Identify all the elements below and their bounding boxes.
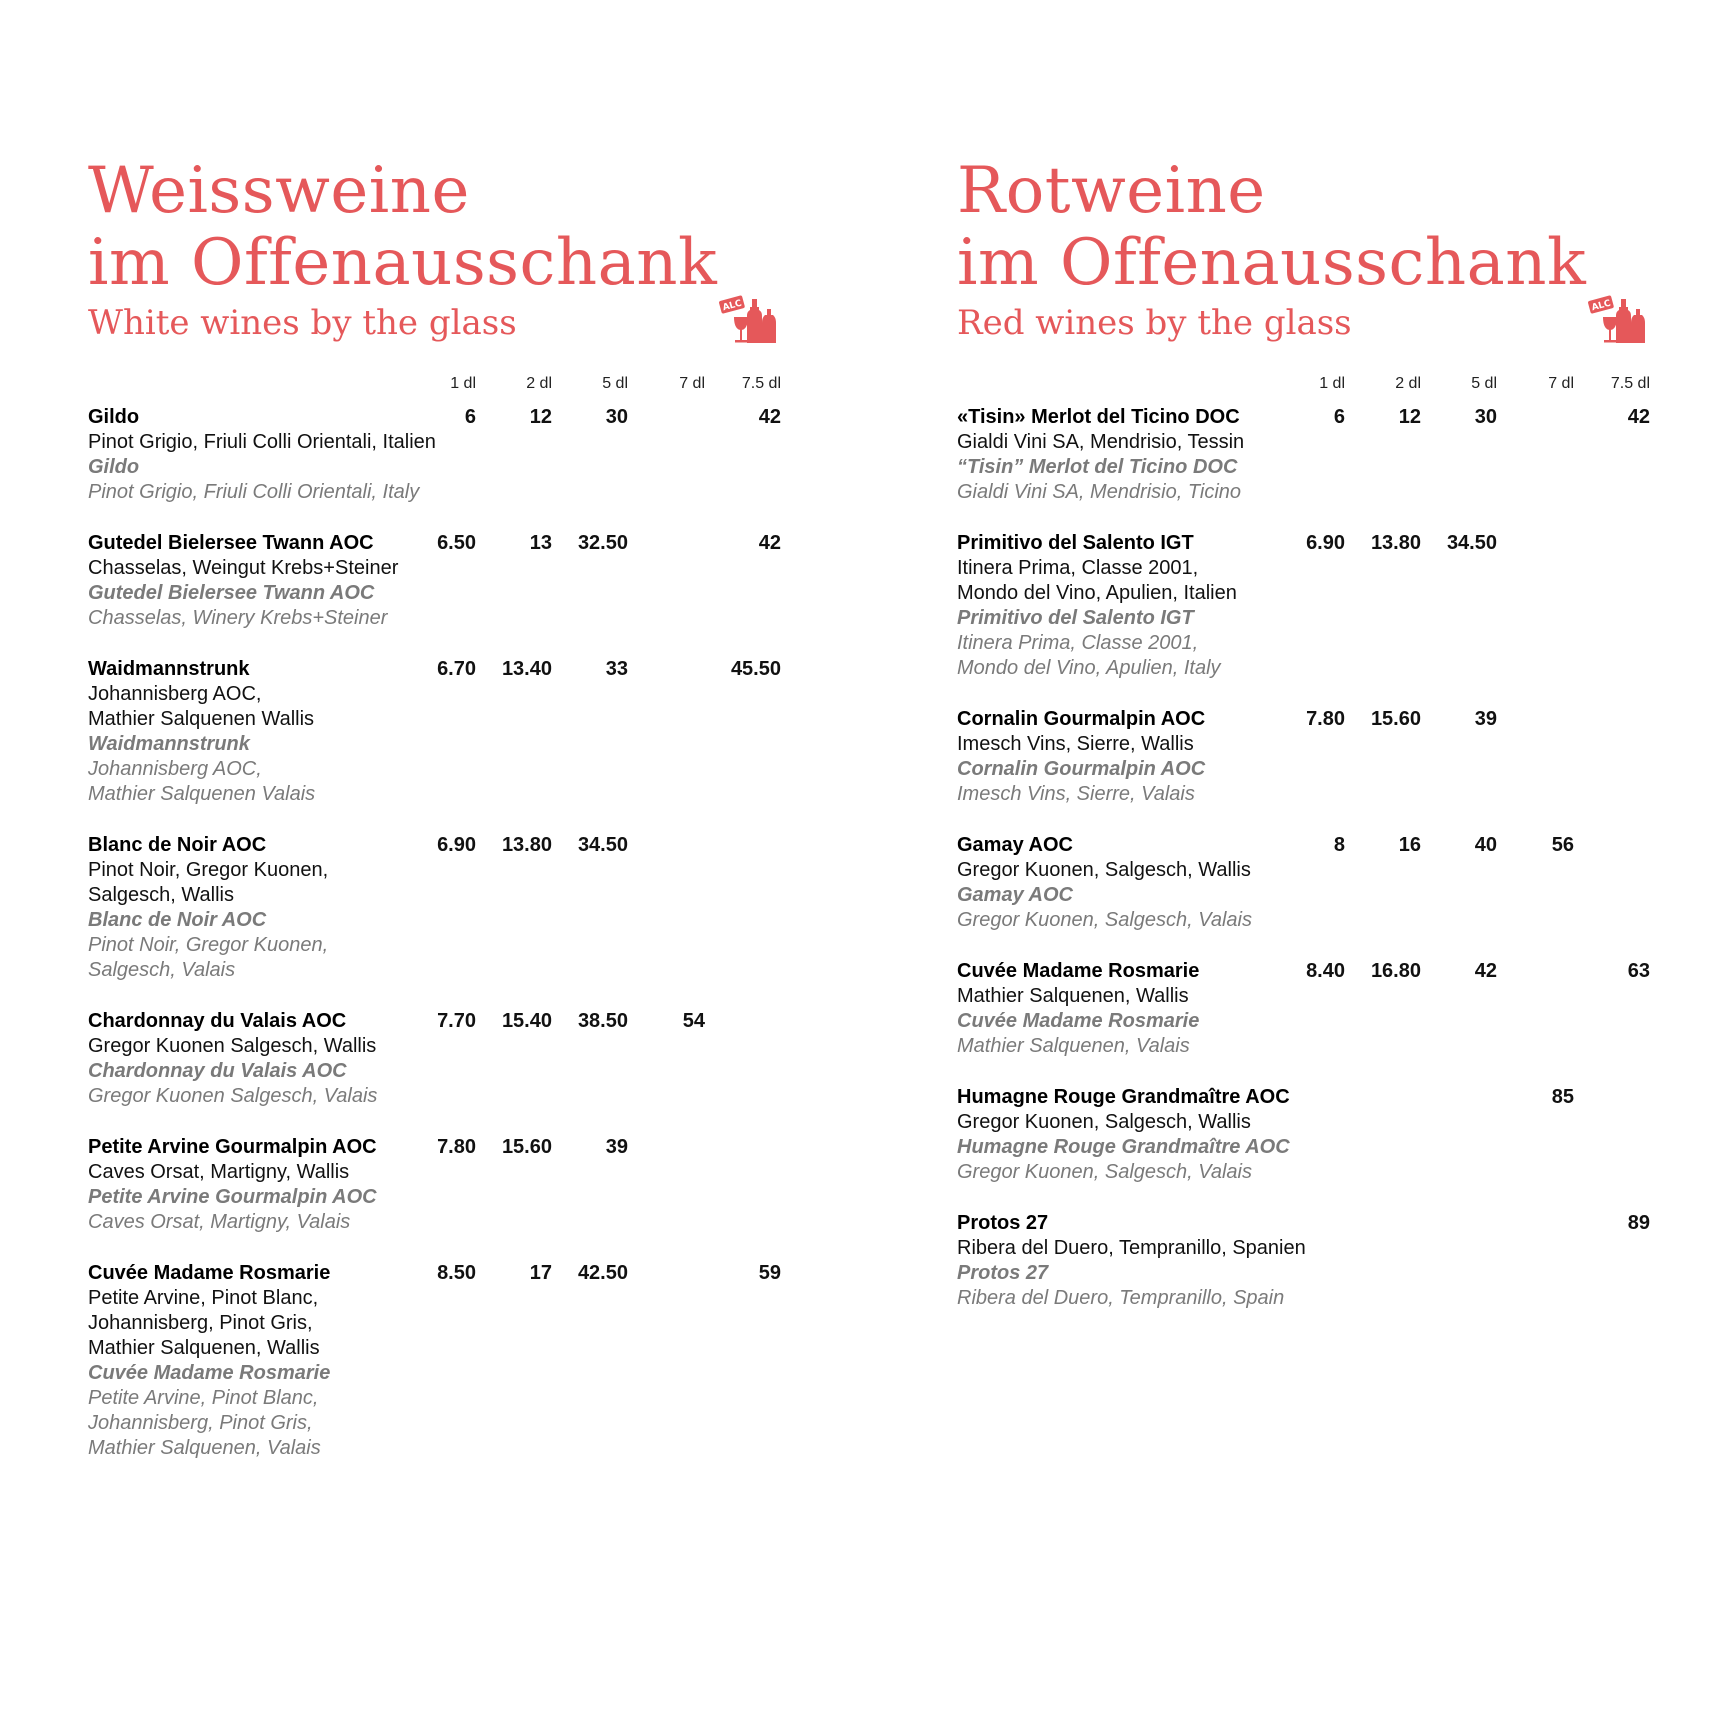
wine-name: Blanc de Noir AOC: [88, 834, 267, 856]
price-7-5dl: 42: [1627, 406, 1650, 428]
wine-name: Cornalin Gourmalpin AOC: [957, 708, 1206, 730]
header-1dl: 1 dl: [450, 375, 476, 392]
price-2dl: 13.40: [501, 658, 552, 680]
wine-details-en: Chasselas, Winery Krebs+Steiner: [88, 607, 388, 629]
wine-entry: [88, 405, 788, 505]
price-7-5dl: 45.50: [730, 658, 781, 680]
price-5dl: 40: [1474, 834, 1497, 856]
wine-details-de: Ribera del Duero, Tempranillo, Spanien: [957, 1237, 1306, 1259]
wine-details-en: Mondo del Vino, Apulien, Italy: [957, 657, 1221, 679]
wine-name: Gutedel Bielersee Twann AOC: [88, 532, 374, 554]
price-1dl: 6: [1333, 406, 1345, 428]
price-2dl: 13.80: [501, 834, 552, 856]
price-5dl: 33: [605, 658, 628, 680]
alc-label: ALC: [721, 298, 743, 314]
wine-entry: [88, 1009, 788, 1109]
wine-name: Petite Arvine Gourmalpin AOC: [88, 1136, 377, 1158]
price-1dl: 7.80: [437, 1136, 476, 1158]
wine-details-de: Caves Orsat, Martigny, Wallis: [88, 1161, 350, 1183]
wine-name-en: Gutedel Bielersee Twann AOC: [88, 582, 375, 604]
title-line-1: Rotweine: [957, 154, 1266, 228]
wine-details-de: Mathier Salquenen, Wallis: [88, 1337, 320, 1359]
title-line-2: im Offenausschank: [88, 226, 718, 300]
price-column-headers: [957, 375, 1657, 395]
wine-name: Cuvée Madame Rosmarie: [957, 960, 1200, 982]
wine-details-en: Gregor Kuonen, Salgesch, Valais: [957, 1161, 1252, 1183]
wine-details-de: Gregor Kuonen, Salgesch, Wallis: [957, 1111, 1251, 1133]
price-1dl: 8.40: [1306, 960, 1345, 982]
wine-name: Gildo: [88, 406, 140, 428]
white-wines-section: [88, 154, 788, 1459]
price-2dl: 12: [1398, 406, 1421, 428]
wine-name-en: Chardonnay du Valais AOC: [88, 1060, 347, 1082]
wine-name-en: Primitivo del Salento IGT: [957, 607, 1194, 629]
price-5dl: 34.50: [1446, 532, 1497, 554]
price-1dl: 6.90: [1306, 532, 1345, 554]
price-1dl: 7.80: [1306, 708, 1345, 730]
wine-details-de: Petite Arvine, Pinot Blanc,: [88, 1287, 319, 1309]
header-2dl: 2 dl: [1395, 375, 1421, 392]
wine-details-de: Johannisberg, Pinot Gris,: [88, 1312, 313, 1334]
price-5dl: 34.50: [577, 834, 628, 856]
price-5dl: 39: [605, 1136, 628, 1158]
wine-name-en: Humagne Rouge Grandmaître AOC: [957, 1136, 1290, 1158]
section-subtitle: White wines by the glass: [88, 303, 517, 343]
wine-list: [88, 405, 788, 1487]
wine-details-en: Ribera del Duero, Tempranillo, Spain: [957, 1287, 1285, 1309]
alcohol-icon: [718, 295, 778, 347]
wine-details-de: Pinot Noir, Gregor Kuonen,: [88, 859, 329, 881]
wine-name: Gamay AOC: [957, 834, 1073, 856]
wine-name: Primitivo del Salento IGT: [957, 532, 1194, 554]
price-2dl: 16: [1398, 834, 1421, 856]
price-1dl: 6.70: [437, 658, 476, 680]
wine-details-en: Mathier Salquenen, Valais: [957, 1035, 1190, 1057]
title-line-2: im Offenausschank: [957, 226, 1587, 300]
price-2dl: 12: [529, 406, 552, 428]
wine-details-en: Pinot Noir, Gregor Kuonen,: [88, 934, 329, 956]
price-1dl: 6.90: [437, 834, 476, 856]
wine-details-de: Gregor Kuonen Salgesch, Wallis: [88, 1035, 377, 1057]
wine-name-en: “Tisin” Merlot del Ticino DOC: [957, 456, 1238, 478]
wine-details-de: Imesch Vins, Sierre, Wallis: [957, 733, 1194, 755]
wine-entry: [88, 657, 788, 807]
wine-name-en: Blanc de Noir AOC: [88, 909, 267, 931]
price-1dl: 8.50: [437, 1262, 476, 1284]
wine-details-de: Johannisberg AOC,: [88, 683, 262, 705]
wine-entry: [957, 1085, 1657, 1185]
section-title: [88, 155, 788, 299]
wine-details-en: Salgesch, Valais: [88, 959, 236, 981]
price-7-5dl: 42: [758, 406, 781, 428]
alcohol-icon: [1587, 295, 1647, 347]
wine-details-en: Pinot Grigio, Friuli Colli Orientali, Italy: [88, 481, 420, 503]
price-2dl: 13: [529, 532, 552, 554]
wine-details-de: Chasselas, Weingut Krebs+Steiner: [88, 557, 399, 579]
title-line-1: Weissweine: [88, 154, 470, 228]
price-1dl: 7.70: [437, 1010, 476, 1032]
wine-entry: [88, 1135, 788, 1235]
wine-details-en: Johannisberg, Pinot Gris,: [88, 1412, 313, 1434]
price-7-5dl: 89: [1627, 1212, 1650, 1234]
price-1dl: 6.50: [437, 532, 476, 554]
price-7dl: 85: [1551, 1086, 1574, 1108]
wine-entry: [957, 959, 1657, 1059]
price-7dl: 56: [1551, 834, 1574, 856]
wine-details-en: Gialdi Vini SA, Mendrisio, Ticino: [957, 481, 1242, 503]
price-2dl: 15.60: [501, 1136, 552, 1158]
wine-details-de: Salgesch, Wallis: [88, 884, 234, 906]
wine-details-de: Mondo del Vino, Apulien, Italien: [957, 582, 1237, 604]
price-5dl: 32.50: [577, 532, 628, 554]
wine-details-en: Imesch Vins, Sierre, Valais: [957, 783, 1195, 805]
price-5dl: 30: [605, 406, 628, 428]
header-1dl: 1 dl: [1319, 375, 1345, 392]
wine-name: Waidmannstrunk: [88, 658, 250, 680]
header-5dl: 5 dl: [602, 375, 628, 392]
header-5dl: 5 dl: [1471, 375, 1497, 392]
wine-name-en: Gildo: [88, 456, 140, 478]
price-7-5dl: 59: [758, 1262, 781, 1284]
header-7dl: 7 dl: [1548, 375, 1574, 392]
wine-entry: [957, 833, 1657, 933]
wine-entry: [88, 1261, 788, 1461]
wine-details-de: Pinot Grigio, Friuli Colli Orientali, Italien: [88, 431, 436, 453]
header-7-5dl: 7.5 dl: [741, 375, 781, 392]
alc-label: ALC: [1590, 298, 1612, 314]
wine-name-en: Cuvée Madame Rosmarie: [88, 1362, 331, 1384]
price-2dl: 13.80: [1370, 532, 1421, 554]
header-2dl: 2 dl: [526, 375, 552, 392]
wine-entry: [88, 833, 788, 983]
wine-list: [957, 405, 1657, 1337]
wine-details-de: Gialdi Vini SA, Mendrisio, Tessin: [957, 431, 1245, 453]
section-subtitle: Red wines by the glass: [957, 303, 1352, 343]
wine-details-de: Gregor Kuonen, Salgesch, Wallis: [957, 859, 1251, 881]
wine-details-en: Caves Orsat, Martigny, Valais: [88, 1211, 351, 1233]
price-5dl: 42: [1474, 960, 1497, 982]
wine-entry: [957, 1211, 1657, 1311]
wine-details-en: Johannisberg AOC,: [88, 758, 262, 780]
price-5dl: 30: [1474, 406, 1497, 428]
wine-details-en: Itinera Prima, Classe 2001,: [957, 632, 1199, 654]
wine-name-en: Cornalin Gourmalpin AOC: [957, 758, 1206, 780]
wine-details-de: Itinera Prima, Classe 2001,: [957, 557, 1199, 579]
price-2dl: 15.40: [501, 1010, 552, 1032]
wine-name: Humagne Rouge Grandmaître AOC: [957, 1086, 1290, 1108]
wine-entry: [957, 531, 1657, 681]
section-title: [957, 155, 1657, 299]
wine-details-en: Mathier Salquenen Valais: [88, 783, 316, 805]
wine-name: Cuvée Madame Rosmarie: [88, 1262, 331, 1284]
price-7-5dl: 42: [758, 532, 781, 554]
wine-name: Chardonnay du Valais AOC: [88, 1010, 347, 1032]
wine-details-en: Mathier Salquenen, Valais: [88, 1437, 321, 1459]
wine-entry: [957, 405, 1657, 505]
wine-name-en: Petite Arvine Gourmalpin AOC: [88, 1186, 377, 1208]
wine-name-en: Protos 27: [957, 1262, 1049, 1284]
wine-name-en: Gamay AOC: [957, 884, 1073, 906]
red-wines-section: [957, 154, 1657, 1309]
wine-details-en: Gregor Kuonen, Salgesch, Valais: [957, 909, 1252, 931]
price-7-5dl: 63: [1627, 960, 1650, 982]
header-7dl: 7 dl: [679, 375, 705, 392]
wine-details-de: Mathier Salquenen Wallis: [88, 708, 315, 730]
wine-name-en: Waidmannstrunk: [88, 733, 250, 755]
price-2dl: 15.60: [1370, 708, 1421, 730]
wine-details-de: Mathier Salquenen, Wallis: [957, 985, 1189, 1007]
price-2dl: 17: [529, 1262, 552, 1284]
price-2dl: 16.80: [1370, 960, 1421, 982]
price-5dl: 39: [1474, 708, 1497, 730]
price-7dl: 54: [682, 1010, 705, 1032]
price-1dl: 8: [1333, 834, 1345, 856]
price-column-headers: [88, 375, 788, 395]
wine-entry: [957, 707, 1657, 807]
price-1dl: 6: [464, 406, 476, 428]
price-5dl: 38.50: [577, 1010, 628, 1032]
wine-details-en: Gregor Kuonen Salgesch, Valais: [88, 1085, 378, 1107]
header-7-5dl: 7.5 dl: [1610, 375, 1650, 392]
wine-details-en: Petite Arvine, Pinot Blanc,: [88, 1387, 319, 1409]
wine-name-en: Cuvée Madame Rosmarie: [957, 1010, 1200, 1032]
wine-name: «Tisin» Merlot del Ticino DOC: [957, 406, 1240, 428]
wine-entry: [88, 531, 788, 631]
price-5dl: 42.50: [577, 1262, 628, 1284]
wine-name: Protos 27: [957, 1212, 1049, 1234]
